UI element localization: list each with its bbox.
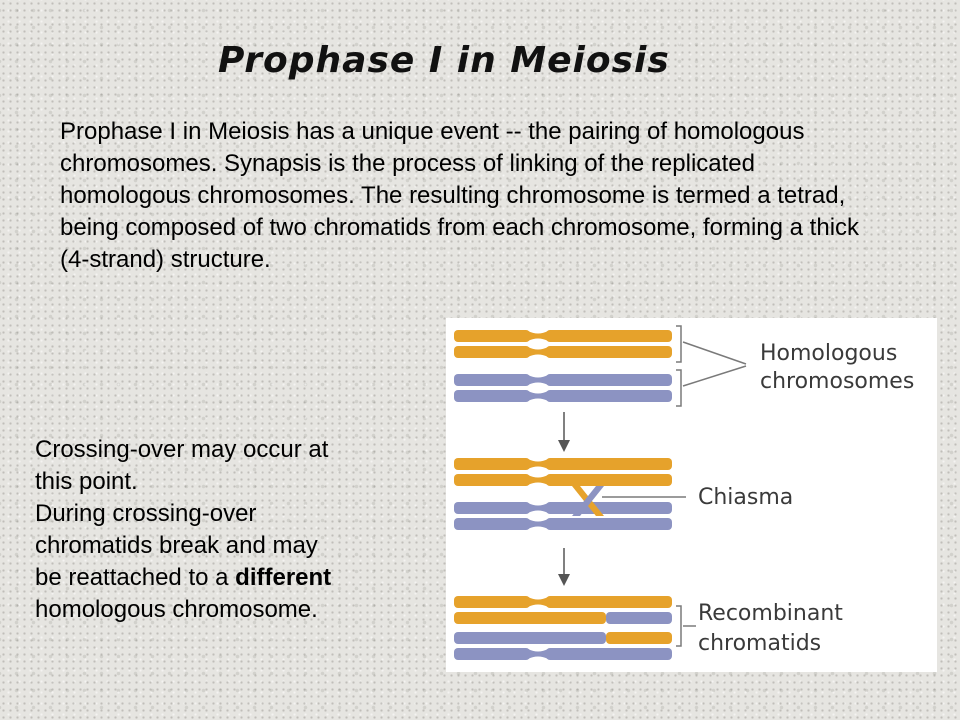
stage-chiasma xyxy=(454,458,793,530)
blue-top-chromatid-2-centromere xyxy=(528,391,548,401)
side-line-5-text: be reattached to a xyxy=(35,564,236,591)
blue-top-chromatid-1-left-arm xyxy=(454,374,530,386)
orange-chromosome-chiasma xyxy=(454,458,672,486)
label-homologous: Homologous xyxy=(760,341,898,366)
orange-top-chromatid-1-left-arm xyxy=(454,330,530,342)
blue-top-chromatid-2-right-arm xyxy=(546,390,672,402)
side-line-3: During crossing-over xyxy=(35,500,257,527)
label-chromatids: chromatids xyxy=(698,631,822,656)
blue-chiasma-chromatid-2-centromere xyxy=(528,519,548,529)
orange-top-chromatid-1-right-arm xyxy=(546,330,672,342)
crossing-over-diagram xyxy=(446,318,937,672)
blue-chiasma-chromatid-1-centromere xyxy=(528,503,548,513)
orange-top-chromatid-1-centromere xyxy=(528,331,548,341)
diagram-svg xyxy=(446,318,937,672)
recomb-top-chromatid-2-right xyxy=(606,612,672,624)
blue-chiasma-chromatid-2-right-arm xyxy=(546,518,672,530)
orange-chiasma-chromatid-1-right-arm xyxy=(546,458,672,470)
orange-top-chromatid-2-centromere xyxy=(528,347,548,357)
recomb-top-chromatid-1-centromere xyxy=(528,597,548,607)
bracket-recombinant xyxy=(676,606,681,646)
stage-recombinant xyxy=(454,596,843,660)
orange-chiasma-chromatid-2-right-arm xyxy=(546,474,672,486)
orange-chromosome-top xyxy=(454,330,672,358)
recomb-bottom-chromatid-1-left xyxy=(454,632,606,644)
orange-top-chromatid-2-left-arm xyxy=(454,346,530,358)
bracket-orange-top xyxy=(676,326,681,362)
label-chiasma: Chiasma xyxy=(698,485,794,510)
blue-top-chromatid-2-left-arm xyxy=(454,390,530,402)
blue-chromosome-chiasma xyxy=(454,502,672,530)
orange-chiasma-chromatid-1-centromere xyxy=(528,459,548,469)
blue-chiasma-chromatid-2-left-arm xyxy=(454,518,530,530)
stage-homologous xyxy=(454,326,914,406)
side-line-2: this point. xyxy=(35,468,138,495)
side-line-1: Crossing-over may occur at xyxy=(35,436,329,463)
label-chromosomes: chromosomes xyxy=(760,369,915,394)
blue-chiasma-chromatid-1-right-arm xyxy=(546,502,672,514)
intro-paragraph: Prophase I in Meiosis has a unique event -- the pairing of homologous chromosomes. Synapsis is the process of linking of the replicated homologous chromosomes. The resulting chromosome is termed a tetrad, being composed of two chromatids from each chromosome, forming a thick (4-strand) structure. xyxy=(60,118,860,273)
label-recombinant: Recombinant xyxy=(698,601,843,626)
side-line-5 xyxy=(35,562,455,594)
blue-top-chromatid-1-centromere xyxy=(528,375,548,385)
orange-top-chromatid-2-right-arm xyxy=(546,346,672,358)
blue-chiasma-chromatid-1-left-arm xyxy=(454,502,530,514)
pointer-line-1 xyxy=(683,342,746,364)
blue-top-chromatid-1-right-arm xyxy=(546,374,672,386)
recomb-bottom-chromatid-1-right xyxy=(606,632,672,644)
page-title: Prophase I in Meiosis xyxy=(218,40,670,81)
pointer-line-2 xyxy=(683,366,746,386)
orange-chiasma-chromatid-1-left-arm xyxy=(454,458,530,470)
recomb-top-chromatid-1-left-arm xyxy=(454,596,530,608)
orange-chiasma-chromatid-2-left-arm xyxy=(454,474,530,486)
recomb-bottom-chromatid-2-left-arm xyxy=(454,648,530,660)
recomb-bottom-chromatid-2-centromere xyxy=(528,649,548,659)
orange-chiasma-chromatid-2-centromere xyxy=(528,475,548,485)
bracket-blue-top xyxy=(676,370,681,406)
recomb-top-chromatid-1-right-arm xyxy=(546,596,672,608)
blue-chromosome-top xyxy=(454,374,672,402)
recomb-top-chromatid-2-left xyxy=(454,612,606,624)
side-line-4: chromatids break and may xyxy=(35,532,318,559)
recomb-bottom-chromatid-2-right-arm xyxy=(546,648,672,660)
side-line-6: homologous chromosome. xyxy=(35,596,318,623)
recombinant-chromosome-top xyxy=(454,596,672,624)
recombinant-chromosome-bottom xyxy=(454,632,672,660)
different-emphasis: different xyxy=(235,564,332,591)
crossing-over-text xyxy=(35,434,455,626)
